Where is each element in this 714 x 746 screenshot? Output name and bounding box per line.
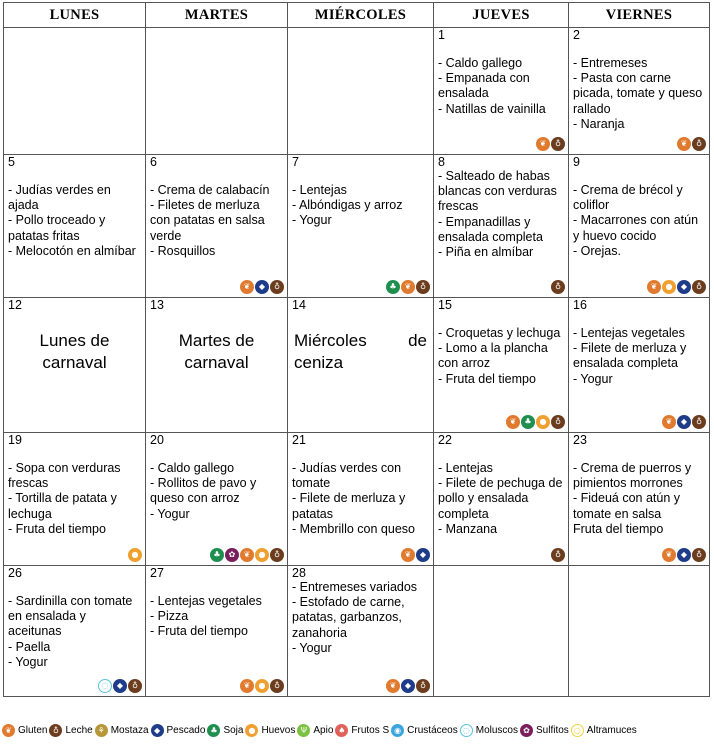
leche-icon: ♁ [551,548,565,562]
menu-dish: - Manzana [438,521,498,536]
day-number: 8 [438,155,445,169]
header-miercoles: MIÉRCOLES [288,3,434,28]
huevos-icon: ● [255,679,269,693]
leche-icon: ♁ [49,724,62,737]
menu-dish: - Empanadillas y ensalada completa [438,214,543,244]
legend-item-moluscos [460,724,518,737]
day-cell [434,298,569,433]
menu-dish: - Macarrones con atún y huevo cocido [573,213,699,243]
menu-dish: - Crema de brécol y coliflor [573,183,683,213]
menu-dish: - Sardinilla con tomate en ensalada y aceitunas [8,594,133,639]
legend-label: Moluscos [475,725,518,736]
menu-dish: - Entremeses [573,56,648,70]
menu-dish: - Rosquillos [150,243,216,258]
allergen-icons [551,280,565,294]
menu-dish: - Sopa con verduras frescas [8,461,121,491]
day-cell [434,28,569,155]
day-number: 21 [292,433,306,447]
menu-dish: - Filete de merluza y ensalada completa [573,341,687,371]
day-cell [569,28,710,155]
day-cell [569,566,710,697]
day-number: 19 [8,433,22,447]
legend-label: Pescado [166,725,206,736]
legend-label: Crustáceos [407,725,458,736]
week-row [4,28,710,155]
allergen-icons [401,548,430,562]
huevos-icon: ● [128,548,142,562]
day-cell [434,155,569,298]
allergen-icons [662,548,706,562]
day-cell [4,433,146,566]
day-number: 5 [8,155,15,169]
menu-dish: - Pasta con carne picada, tomate y queso rallado [573,71,703,116]
allergen-icons [551,548,565,562]
menu-dish: - Yogur [292,640,332,655]
day-number [292,28,429,42]
gluten-icon: ❦ [401,548,415,562]
day-number [438,566,564,580]
menu-dish: - Fideuá con atún y tomate en salsa [573,491,681,521]
day-cell [4,28,146,155]
holiday-label: Miércoles de ceniza [294,331,427,372]
day-cell [288,155,434,298]
day-cell [569,155,710,298]
day-cell [146,298,288,433]
legend-item-sulfitos [520,724,569,737]
sulfitos-icon: ✿ [225,548,239,562]
legend-label: Apio [313,725,334,736]
menu-dish: - Melocotón en almíbar [8,243,136,258]
day-cell [288,433,434,566]
moluscos-icon: ◌ [460,724,473,737]
day-cell [4,298,146,433]
gluten-icon: ❦ [677,137,691,151]
pescado-icon: ◆ [416,548,430,562]
crustaceos-icon: ◉ [391,724,404,737]
menu-dish: - Croquetas y lechuga [438,326,561,340]
allergen-icons [128,548,142,562]
menu-dish: - Tortilla de patata y lechuga [8,491,117,521]
leche-icon: ♁ [416,679,430,693]
mostaza-icon: ⚘ [95,724,108,737]
legend-item-altramuces [571,724,637,737]
day-cell [288,298,434,433]
day-cell [288,566,434,697]
week-row [4,155,710,298]
day-number: 14 [292,298,306,312]
menu-dish: - Naranja [573,116,625,131]
legend-item-huevos [245,724,295,737]
legend-item-leche [49,724,92,737]
day-number [573,566,705,580]
allergen-icons [677,137,706,151]
gluten-icon: ❦ [506,415,520,429]
leche-icon: ♁ [551,280,565,294]
day-number: 13 [150,298,164,312]
week-row [4,298,710,433]
menu-dish: - Salteado de habas blancas con verduras frescas [438,169,557,214]
header-lunes: LUNES [4,3,146,28]
menu-dish: - Fruta del tiempo [150,624,248,639]
menu-dish: - Fruta del tiempo [438,371,536,386]
menu-dish: - Yogur [292,213,332,228]
leche-icon: ♁ [692,280,706,294]
legend-item-crustaceos [391,724,458,737]
gluten-icon: ❦ [240,280,254,294]
menu-dish: - Membrillo con queso [292,521,415,536]
day-number: 6 [150,155,157,169]
gluten-icon: ❦ [240,548,254,562]
pescado-icon: ◆ [255,280,269,294]
leche-icon: ♁ [270,280,284,294]
leche-icon: ♁ [416,280,430,294]
menu-dish: - Rollitos de pavo y queso con arroz [150,476,257,506]
day-number: 15 [438,298,452,312]
allergen-icons [647,280,706,294]
pescado-icon: ◆ [401,679,415,693]
legend-item-gluten [2,724,47,737]
menu-dish: - Yogur [573,371,613,386]
day-cell [434,433,569,566]
allergen-icons [240,679,284,693]
altramuces-icon: ○ [571,724,584,737]
menu-dish: - Yogur [8,654,48,669]
menu-dish: - Paella [8,639,51,654]
leche-icon: ♁ [551,137,565,151]
menu-dish: - Crema de puerros y pimientos morrones [573,461,692,491]
menu-dish: - Judías verdes con tomate [292,461,402,491]
day-cell [146,155,288,298]
menu-dish: - Lomo a la plancha con arroz [438,341,548,371]
day-cell [288,28,434,155]
day-number: 1 [438,28,445,42]
moluscos-icon: ◌ [98,679,112,693]
day-cell [146,28,288,155]
day-cell [434,566,569,697]
day-number: 20 [150,433,164,447]
header-martes: MARTES [146,3,288,28]
pescado-icon: ◆ [677,548,691,562]
week-row [4,566,710,697]
menu-dish: - Piña en almíbar [438,245,534,260]
menu-dish: - Orejas. [573,243,621,258]
legend-item-soja [207,724,243,737]
allergen-icons [386,679,430,693]
legend-item-mostaza [95,724,149,737]
leche-icon: ♁ [270,548,284,562]
allergen-icons [662,415,706,429]
day-number [150,28,283,42]
leche-icon: ♁ [692,415,706,429]
menu-dish: - Lentejas [438,461,493,475]
soja-icon: ♣ [386,280,400,294]
day-cell [146,433,288,566]
menu-dish: - Filete de pechuga de pollo y ensalada completa [438,476,563,521]
pescado-icon: ◆ [151,724,164,737]
menu-dish: - Caldo gallego [150,461,235,475]
day-number: 7 [292,155,299,169]
menu-dish: - Judías verdes en ajada [8,183,111,213]
gluten-icon: ❦ [401,280,415,294]
menu-dish: - Yogur [150,506,190,521]
legend-label: Altramuces [586,725,637,736]
menu-dish: - Lentejas vegetales [150,594,262,608]
legend-item-pescado [151,724,206,737]
legend-label: Gluten [18,725,48,736]
legend-item-apio [297,724,333,737]
menu-dish: - Crema de calabacín [150,183,270,197]
day-number: 16 [573,298,587,312]
soja-icon: ♣ [521,415,535,429]
sulfitos-icon: ✿ [520,724,533,737]
menu-dish: Fruta del tiempo [573,521,664,536]
soja-icon: ♣ [210,548,224,562]
menu-dish: - Entremeses variados [292,580,418,594]
menu-dish: - Lentejas vegetales [573,326,685,340]
soja-icon: ♣ [207,724,220,737]
pescado-icon: ◆ [677,280,691,294]
holiday-label: Martes de carnaval [178,331,255,372]
menu-dish: - Albóndigas y arroz [292,198,403,213]
menu-dish: - Caldo gallego [438,56,523,70]
holiday-label: Lunes de carnaval [39,331,110,372]
day-number: 27 [150,566,164,580]
day-number: 12 [8,298,22,312]
gluten-icon: ❦ [2,724,15,737]
allergen-icons [536,137,565,151]
day-number: 23 [573,433,587,447]
allergen-legend [2,724,639,737]
legend-label: Mostaza [110,725,149,736]
legend-label: Soja [223,725,244,736]
huevos-icon: ● [662,280,676,294]
pescado-icon: ◆ [113,679,127,693]
legend-item-frutos [335,724,389,737]
allergen-icons [386,280,430,294]
gluten-icon: ❦ [386,679,400,693]
menu-dish: - Pollo troceado y patatas fritas [8,213,106,243]
legend-label: Huevos [261,725,296,736]
leche-icon: ♁ [128,679,142,693]
day-cell [4,566,146,697]
gluten-icon: ❦ [647,280,661,294]
menu-dish: - Estofado de carne, patatas, garbanzos, zanahoria [292,595,405,640]
gluten-icon: ❦ [536,137,550,151]
huevos-icon: ● [255,548,269,562]
menu-dish: - Fruta del tiempo [8,521,106,536]
menu-dish: - Empanada con ensalada [438,71,530,101]
allergen-icons [210,548,284,562]
huevos-icon: ● [536,415,550,429]
weekday-header-row [4,3,710,28]
menu-dish: - Lentejas [292,183,347,197]
menu-dish: - Filetes de merluza con patatas en salsa verde [150,198,265,243]
leche-icon: ♁ [692,548,706,562]
menu-dish: - Filete de merluza y patatas [292,491,406,521]
apio-icon: Ψ [297,724,310,737]
huevos-icon: ● [245,724,258,737]
day-number: 9 [573,155,580,169]
legend-label: Frutos S [351,725,390,736]
weekly-menu-table [3,2,710,697]
menu-dish: - Natillas de vainilla [438,101,546,116]
day-cell [146,566,288,697]
day-number [8,28,141,42]
allergen-icons [506,415,565,429]
allergen-icons [240,280,284,294]
gluten-icon: ❦ [240,679,254,693]
day-number: 2 [573,28,580,42]
week-row [4,433,710,566]
frutos-icon: ♠ [335,724,348,737]
day-number: 28 [292,566,306,580]
pescado-icon: ◆ [677,415,691,429]
day-cell [4,155,146,298]
allergen-icons [98,679,142,693]
gluten-icon: ❦ [662,548,676,562]
legend-label: Sulfitos [536,725,569,736]
header-viernes: VIERNES [569,3,710,28]
leche-icon: ♁ [692,137,706,151]
gluten-icon: ❦ [662,415,676,429]
leche-icon: ♁ [270,679,284,693]
leche-icon: ♁ [551,415,565,429]
menu-dish: - Pizza [150,609,189,624]
day-number: 22 [438,433,452,447]
day-cell [569,433,710,566]
header-jueves: JUEVES [434,3,569,28]
day-number: 26 [8,566,22,580]
legend-label: Leche [65,725,93,736]
day-cell [569,298,710,433]
